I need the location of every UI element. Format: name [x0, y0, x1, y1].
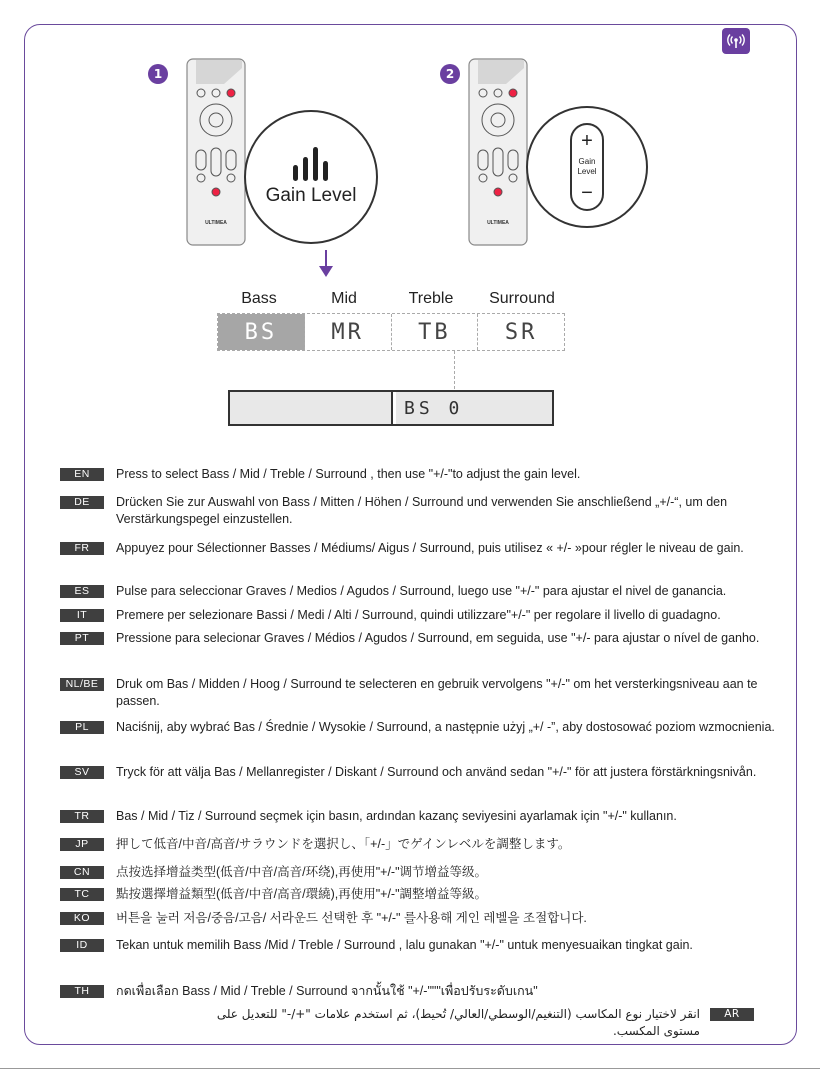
instruction-text: Druk om Bas / Midden / Hoog / Surround te selecteren en gebruik vervolgens "+/-" om het versterkingsniveau aan te passen.: [116, 677, 758, 708]
step-badge-2: 2: [440, 64, 460, 84]
gain-rocker-button: [570, 123, 604, 211]
instruction-text-arabic: انقر لاختيار نوع المكاسب (التنغيم/الوسطي/العالي/ تُحيط)، ثم استخدم علامات "+/-" للتعديل على مستوى المكسب.: [216, 1007, 700, 1038]
instruction-text: Pressione para selecionar Graves / Médios / Agudos / Surround, em seguida, use "+/- para ajustar o nível de ganho.: [116, 631, 760, 645]
instruction-row: [60, 937, 796, 954]
language-tag: PT: [60, 632, 104, 645]
language-tag: FR: [60, 542, 104, 555]
instruction-row: [60, 494, 796, 528]
language-tag: TC: [60, 888, 104, 901]
level-bars-icon: [291, 147, 331, 181]
instruction-row: [60, 583, 796, 600]
remote-control-2: [468, 58, 528, 246]
broadcast-icon: [722, 28, 750, 54]
instruction-row: [60, 808, 796, 825]
language-tag: JP: [60, 838, 104, 851]
remote-control-1: [186, 58, 246, 246]
bottom-rule: [0, 1068, 820, 1069]
instruction-row: [60, 676, 796, 710]
mode-label-treble: Treble: [408, 290, 454, 307]
language-tag-arabic: AR: [710, 1008, 754, 1021]
down-arrow-head: [319, 266, 333, 277]
instruction-row-arabic: [160, 1006, 754, 1040]
language-tag: NL/BE: [60, 678, 104, 691]
gain-level-callout: [244, 110, 378, 244]
minus-icon: −: [581, 182, 593, 204]
display-left-panel: [230, 392, 393, 424]
language-tag: TH: [60, 985, 104, 998]
instruction-row: [60, 607, 796, 624]
instruction-text: Appuyez pour Sélectionner Basses / Médiums/ Aigus / Surround, puis utilisez « +/- »pour régler le niveau de gain.: [116, 541, 744, 555]
display-code-bass: BS: [218, 314, 305, 350]
gain-level-label: Gain Level: [265, 185, 357, 206]
instruction-text: Tryck för att välja Bas / Mellanregister / Diskant / Surround och använd sedan "+/-" för att justera förstärkningsnivån.: [116, 765, 757, 779]
svg-text:ULTIMEA: ULTIMEA: [487, 220, 509, 226]
display-code-treble: TB: [392, 314, 479, 350]
language-tag: TR: [60, 810, 104, 823]
mode-display-row: [217, 313, 565, 351]
instruction-text: Bas / Mid / Tiz / Surround seçmek için basın, ardından kazanç seviyesini ayarlamak için "+/-" kullanın.: [116, 809, 677, 823]
language-tag: IT: [60, 609, 104, 622]
language-tag: DE: [60, 496, 104, 509]
svg-text:ULTIMEA: ULTIMEA: [205, 220, 227, 226]
display-readout: BS 0: [396, 392, 552, 424]
language-tag: PL: [60, 721, 104, 734]
instruction-text: Press to select Bass / Mid / Treble / Surround , then use "+/-"to adjust the gain level.: [116, 467, 581, 481]
mode-label-surround: Surround: [489, 290, 555, 307]
mode-label-mid: Mid: [331, 290, 357, 307]
instruction-text: 点按选择增益类型(低音/中音/高音/环绕),再使用"+/-"调节增益等级。: [116, 865, 488, 879]
language-tag: KO: [60, 912, 104, 925]
instruction-row: [60, 540, 796, 557]
connector-dashed-line: [454, 351, 455, 389]
instruction-row: [60, 630, 796, 647]
instruction-text: Premere per selezionare Bassi / Medi / Alti / Surround, quindi utilizzare"+/-" per regolare il livello di guadagno.: [116, 608, 721, 622]
instruction-row: [60, 910, 796, 927]
step-badge-1: 1: [148, 64, 168, 84]
instruction-text: กดเพื่อเลือก Bass / Mid / Treble / Surround จากนั้นใช้ "+/-"""เพื่อปรับระดับเกน": [116, 984, 538, 998]
instruction-text: 버튼을 눌러 저음/중음/고음/ 서라운드 선택한 후 "+/-" 를사용해 게인 레벨을 조절합니다.: [116, 911, 587, 925]
instruction-row: [60, 764, 796, 781]
instruction-text: 點按選擇增益類型(低音/中音/高音/環繞),再使用"+/-"調整增益等級。: [116, 887, 488, 901]
instruction-row: [60, 466, 796, 483]
language-tag: CN: [60, 866, 104, 879]
instruction-row: [60, 886, 796, 903]
instruction-row: [60, 864, 796, 881]
language-tag: SV: [60, 766, 104, 779]
instruction-row: [60, 983, 796, 1000]
instruction-text: Pulse para seleccionar Graves / Medios / Agudos / Surround, luego use "+/-" para ajustar el nivel de ganancia.: [116, 584, 727, 598]
instruction-text: Tekan untuk memilih Bass /Mid / Treble / Surround , lalu gunakan "+/-" untuk menyesuaikan tingkat gain.: [116, 938, 693, 952]
language-tag: ID: [60, 939, 104, 952]
language-tag: ES: [60, 585, 104, 598]
instruction-text: 押して低音/中音/高音/サラウンドを選択し、「+/-」でゲインレベルを調整します。: [116, 837, 571, 851]
soundbar-display: [228, 390, 554, 426]
instruction-row: [60, 836, 796, 853]
gain-rocker-callout: [526, 106, 648, 228]
language-tag: EN: [60, 468, 104, 481]
rocker-label: Gain Level: [577, 157, 597, 176]
instruction-row: [60, 719, 796, 736]
display-code-surround: SR: [504, 319, 538, 345]
instruction-text: Naciśnij, aby wybrać Bas / Średnie / Wysokie / Surround, a następnie użyj „+/ -”, aby dostosować poziom wzmocnienia.: [116, 720, 775, 734]
display-code-mid: MR: [305, 314, 392, 350]
instruction-text: Drücken Sie zur Auswahl von Bass / Mitten / Höhen / Surround und verwenden Sie anschließend „+/-“, um den Verstärkungspegel einzustellen.: [116, 495, 728, 526]
mode-label-bass: Bass: [241, 290, 277, 307]
plus-icon: +: [581, 130, 593, 152]
